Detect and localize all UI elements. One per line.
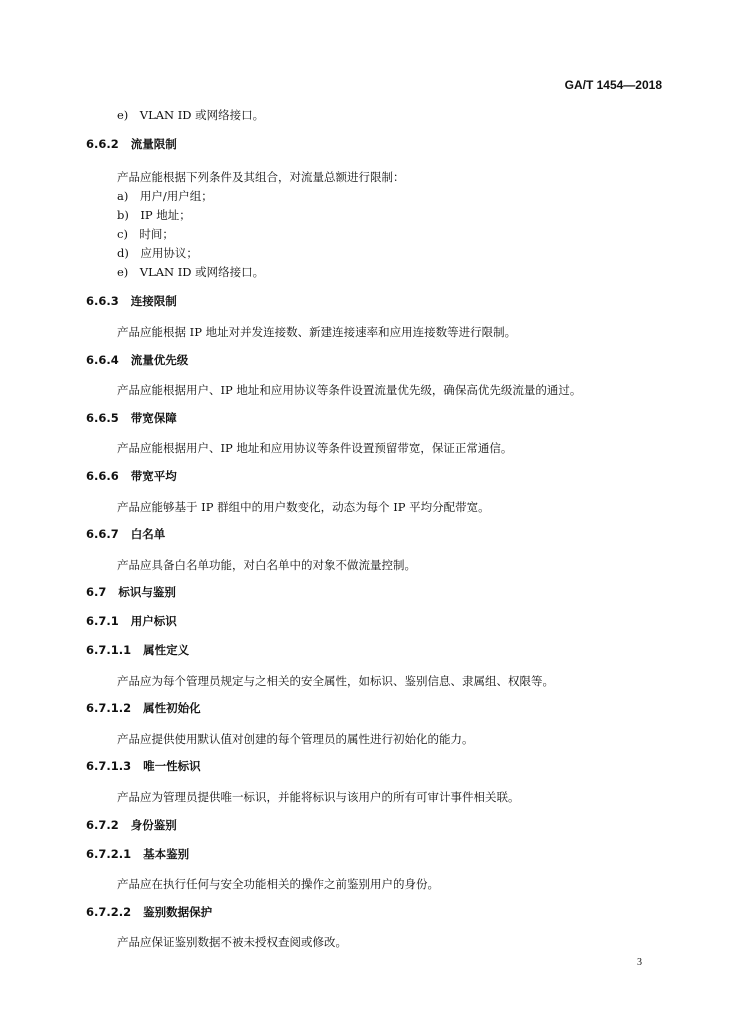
list-item: a) 用户/用户组； xyxy=(117,189,213,203)
section-number: 6.7.1.3 xyxy=(86,759,132,773)
section-heading-6-7-1 xyxy=(86,616,177,628)
section-number: 6.6.5 xyxy=(86,411,119,425)
section-title: 带宽平均 xyxy=(130,469,177,483)
list-item: e) VLAN ID 或网络接口。 xyxy=(117,265,265,279)
section-title: 连接限制 xyxy=(130,294,177,308)
section-number: 6.7 xyxy=(86,585,107,599)
section-number: 6.6.7 xyxy=(86,527,119,541)
list-item: d) 应用协议； xyxy=(117,246,198,260)
section-heading-6-7-1-2 xyxy=(86,703,201,715)
section-number: 6.7.2 xyxy=(86,818,119,832)
section-title: 身份鉴别 xyxy=(130,818,177,832)
section-title: 带宽保障 xyxy=(130,411,177,425)
section-title: 流量优先级 xyxy=(130,353,189,367)
list-item: b) IP 地址； xyxy=(117,208,191,222)
section-title: 流量限制 xyxy=(130,137,177,151)
section-number: 6.7.1 xyxy=(86,614,119,628)
paragraph: 产品应为每个管理员规定与之相关的安全属性，如标识、鉴别信息、隶属组、权限等。 xyxy=(117,674,554,688)
section-heading-6-7-1-3 xyxy=(86,761,201,773)
paragraph: 产品应能够基于 IP 群组中的用户数变化，动态为每个 IP 平均分配带宽。 xyxy=(117,500,490,514)
standard-number: GA/T 1454—2018 xyxy=(564,78,662,92)
section-heading-6-6-4 xyxy=(86,355,188,367)
section-heading-6-6-7 xyxy=(86,529,165,541)
section-number: 6.7.2.1 xyxy=(86,847,132,861)
section-number: 6.7.2.2 xyxy=(86,905,132,919)
section-heading-6-7-2-2 xyxy=(86,907,212,919)
paragraph: 产品应提供使用默认值对创建的每个管理员的属性进行初始化的能力。 xyxy=(117,732,474,746)
list-item: e) VLAN ID 或网络接口。 xyxy=(117,108,265,122)
section-number: 6.6.3 xyxy=(86,294,119,308)
section-number: 6.7.1.2 xyxy=(86,701,132,715)
section-number: 6.6.4 xyxy=(86,353,119,367)
section-title: 属性定义 xyxy=(143,643,190,657)
section-title: 用户标识 xyxy=(130,614,177,628)
section-heading-6-6-6 xyxy=(86,471,177,483)
section-heading-6-6-2 xyxy=(86,139,177,151)
paragraph: 产品应具备白名单功能，对白名单中的对象不做流量控制。 xyxy=(117,558,416,572)
section-heading-6-7-2 xyxy=(86,820,177,832)
section-heading-6-6-3 xyxy=(86,296,177,308)
paragraph: 产品应能根据用户、IP 地址和应用协议等条件设置预留带宽，保证正常通信。 xyxy=(117,441,513,455)
section-title: 基本鉴别 xyxy=(143,847,190,861)
paragraph: 产品应为管理员提供唯一标识，并能将标识与该用户的所有可审计事件相关联。 xyxy=(117,790,520,804)
section-title: 唯一性标识 xyxy=(143,759,201,773)
section-title: 白名单 xyxy=(130,527,166,541)
section-title: 属性初始化 xyxy=(143,701,201,715)
section-heading-6-7-1-1 xyxy=(86,645,189,657)
section-title: 鉴别数据保护 xyxy=(143,905,213,919)
section-heading-6-6-5 xyxy=(86,413,177,425)
section-number: 6.7.1.1 xyxy=(86,643,132,657)
section-number: 6.6.6 xyxy=(86,469,119,483)
page-number: 3 xyxy=(637,957,642,968)
list-item: c) 时间； xyxy=(117,227,174,241)
paragraph: 产品应保证鉴别数据不被未授权查阅或修改。 xyxy=(117,935,347,949)
section-title: 标识与鉴别 xyxy=(118,585,176,599)
paragraph: 产品应在执行任何与安全功能相关的操作之前鉴别用户的身份。 xyxy=(117,877,439,891)
paragraph: 产品应能根据 IP 地址对并发连接数、新建连接速率和应用连接数等进行限制。 xyxy=(117,325,517,339)
section-number: 6.6.2 xyxy=(86,137,119,151)
section-heading-6-7 xyxy=(86,587,176,599)
section-heading-6-7-2-1 xyxy=(86,849,189,861)
paragraph: 产品应能根据下列条件及其组合，对流量总额进行限制： xyxy=(117,170,405,184)
paragraph: 产品应能根据用户、IP 地址和应用协议等条件设置流量优先级，确保高优先级流量的通过。 xyxy=(117,383,582,397)
